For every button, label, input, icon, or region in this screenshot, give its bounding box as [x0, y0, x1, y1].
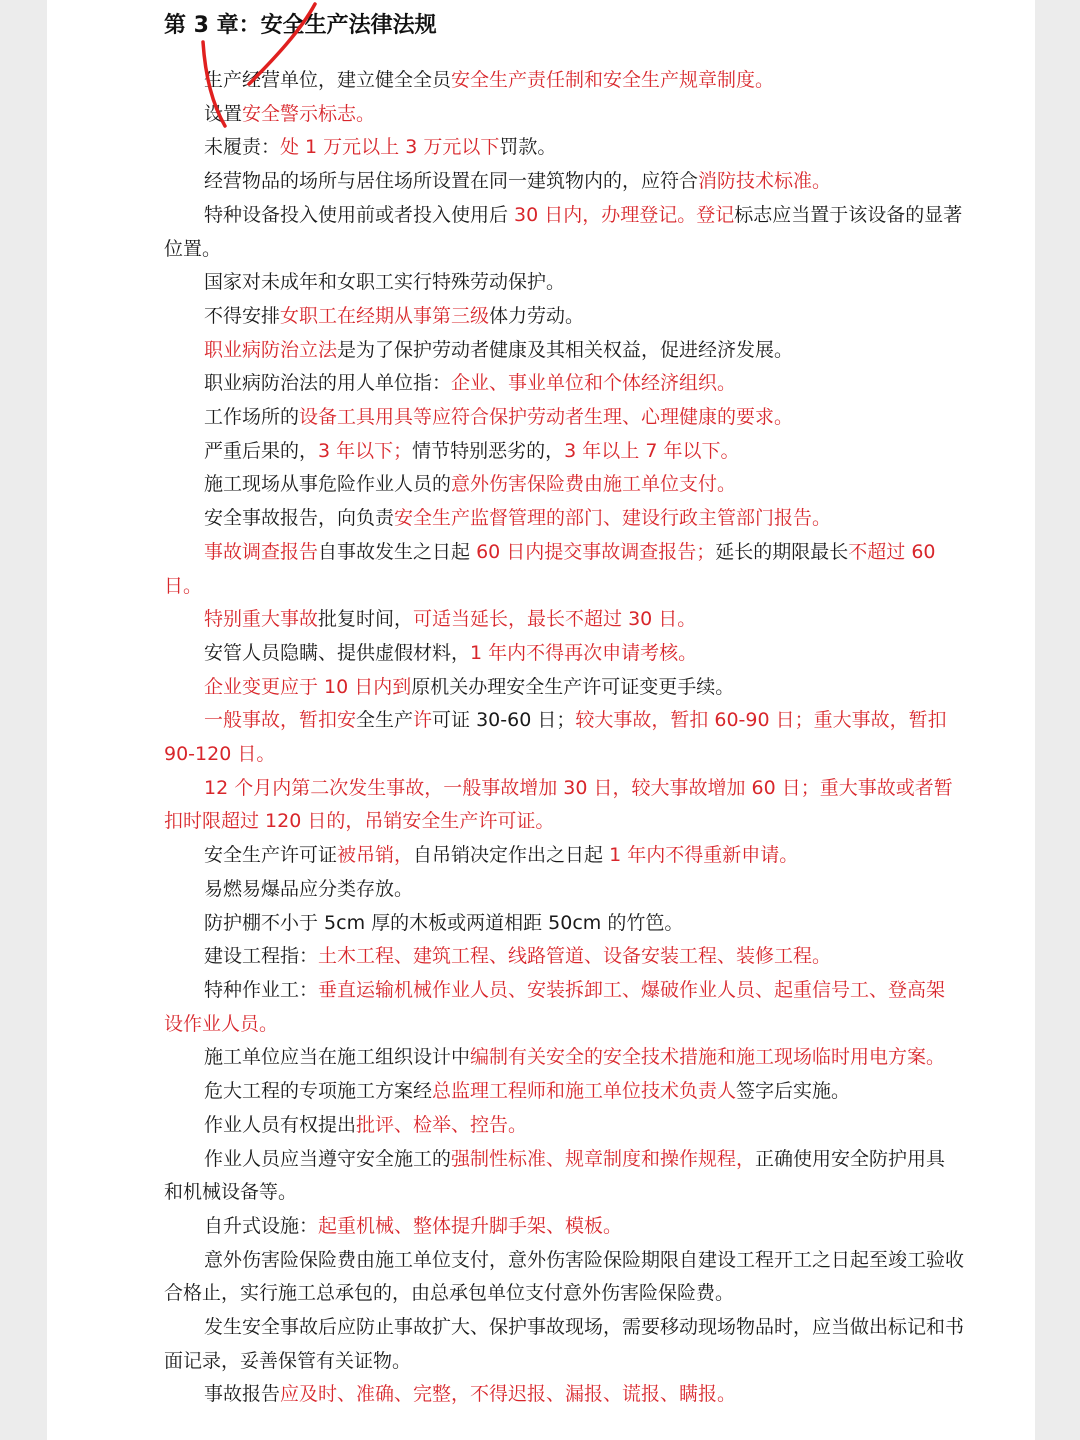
highlighted-text: 强制性标准、规章制度和操作规程， [451, 1147, 756, 1170]
paragraph [164, 873, 964, 907]
text-segment: 安全事故报告，向负责 [204, 507, 395, 530]
highlighted-text: 垂直运输机械作业人员、安装拆卸工、爆破作业人员、起重信号工、登高架设作业人员。 [164, 978, 946, 1035]
paragraph [164, 502, 964, 536]
highlighted-text: 企业变更应于 10 日内到 [204, 675, 412, 698]
paragraph [164, 401, 964, 435]
paragraph [164, 839, 964, 873]
highlighted-text: 安全生产监督管理的部门、建设行政主管部门报告。 [394, 507, 832, 530]
highlighted-text: 意外伤害保险费由施工单位支付。 [451, 473, 737, 496]
text-segment: 工作场所的 [204, 406, 300, 429]
paragraph [164, 435, 964, 469]
paragraph [164, 1075, 964, 1109]
highlighted-text: 较大事故，暂扣 60-90 日；重大事故，暂扣 90-120 日。 [164, 709, 947, 766]
highlighted-text: 60 日内提交事故调查报告； [476, 540, 716, 563]
paragraph [164, 64, 964, 98]
highlighted-text: 3 年以下； [318, 439, 413, 462]
paragraph [164, 907, 964, 941]
highlighted-text: 3 年以上 7 年以下。 [564, 439, 740, 462]
paragraph [164, 1041, 964, 1075]
highlighted-text: 女职工在经期从事第三级 [280, 304, 490, 327]
document-content [164, 8, 964, 1412]
highlighted-text: 可适当延长，最长不超过 30 日。 [413, 608, 697, 631]
text-segment: 未履责： [204, 136, 281, 159]
paragraph [164, 603, 964, 637]
highlighted-text: 土木工程、建筑工程、线路管道、设备安装工程、装修工程。 [318, 945, 832, 968]
highlighted-text: 1 年内不得再次申请考核。 [470, 641, 698, 664]
text-segment: 危大工程的专项施工方案经 [204, 1080, 433, 1103]
text-segment: 特种作业工： [204, 978, 319, 1001]
paragraph [164, 1109, 964, 1143]
text-segment: 可证 30-60 日； [432, 709, 576, 732]
highlighted-text: 安全警示标志。 [242, 102, 376, 125]
highlighted-text: 30 日内，办理登记。登记 [514, 203, 735, 226]
text-segment: 安管人员隐瞒、提供虚假材料， [204, 641, 471, 664]
text-segment: 标志应当置于该设备的显著位置。 [164, 203, 963, 260]
document-page [47, 0, 1035, 1440]
highlighted-text: 12 个月内第二次发生事故，一般事故增加 30 日，较大事故增加 60 日；重大事故或者暂扣时限超过 120 日的，吊销安全生产许可证。 [164, 776, 953, 833]
text-segment: 自升式设施： [204, 1214, 319, 1237]
highlighted-text: 安全生产责任制和安全生产规章制度。 [451, 69, 775, 91]
highlighted-text: 应及时、准确、完整，不得迟报、漏报、谎报、瞒报。 [280, 1383, 737, 1406]
paragraph [164, 1244, 964, 1311]
text-segment: 事故报告 [204, 1383, 281, 1406]
paragraph-list [164, 64, 964, 1412]
paragraph [164, 1210, 964, 1244]
text-segment: 意外伤害险保险费由施工单位支付，意外伤害险保险期限自建设工程开工之日起至竣工验收合格止，实行施工总承包的，由总承包单位支付意外伤害险保险费。 [164, 1248, 965, 1305]
text-segment: 施工现场从事危险作业人员的 [204, 473, 452, 496]
text-segment: 作业人员应当遵守安全施工的 [204, 1147, 452, 1170]
highlighted-text: 许 [413, 709, 433, 732]
text-segment: 罚款。 [499, 136, 557, 159]
paragraph [164, 367, 964, 401]
paragraph [164, 199, 964, 266]
highlighted-text: 处 1 万元以上 3 万元以下 [280, 136, 500, 159]
highlighted-text: 消防技术标准。 [698, 170, 832, 193]
highlighted-text: 总监理工程师和施工单位技术负责人 [432, 1080, 737, 1103]
paragraph [164, 334, 964, 368]
text-segment: 易燃易爆品应分类存放。 [204, 877, 414, 900]
paragraph [164, 165, 964, 199]
text-segment: 经营物品的场所与居住场所设置在同一建筑物内的，应符合 [204, 170, 699, 193]
paragraph [164, 131, 964, 165]
text-segment: 是为了保护劳动者健康及其相关权益，促进经济发展。 [337, 338, 794, 361]
highlighted-text: 批评、检举、控告。 [356, 1113, 528, 1136]
highlighted-text: 编制有关安全的安全技术措施和施工现场临时用电方案。 [470, 1046, 946, 1069]
text-segment: 全生产 [356, 709, 414, 732]
highlighted-text: 起重机械、整体提升脚手架、模板。 [318, 1214, 623, 1237]
highlighted-text: 职业病防治立法 [204, 338, 338, 361]
text-segment: 体力劳动。 [489, 304, 585, 327]
paragraph [164, 1378, 964, 1412]
text-segment: 严重后果的， [204, 439, 319, 462]
text-segment: 特种设备投入使用前或者投入使用后 [204, 203, 515, 226]
paragraph [164, 940, 964, 974]
text-segment: 施工单位应当在施工组织设计中 [204, 1046, 471, 1069]
paragraph [164, 772, 964, 839]
highlighted-text: 设备工具用具等应符合保护劳动者生理、心理健康的要求。 [299, 406, 794, 429]
text-segment: 自事故发生之日起 [318, 540, 477, 563]
text-segment: 情节特别恶劣的， [412, 439, 565, 462]
text-segment: 正确使用安全防护用具和机械设备等。 [164, 1147, 946, 1204]
highlighted-text: 企业、事业单位和个体经济组织。 [451, 372, 737, 395]
highlighted-text: 一般事故，暂扣安 [204, 709, 357, 732]
paragraph [164, 671, 964, 705]
highlighted-text: 特别重大事故 [204, 608, 319, 631]
paragraph [164, 536, 964, 603]
text-segment: 安全生产许可证 [204, 844, 338, 867]
text-segment: 生产经营单位，建立健全全员 [204, 69, 452, 91]
text-segment: 防护棚不小于 5cm 厚的木板或两道相距 50cm 的竹笆。 [204, 911, 684, 934]
text-segment: 发生安全事故后应防止事故扩大、保护事故现场，需要移动现场物品时，应当做出标记和书面记录，妥善保管有关证物。 [164, 1316, 965, 1372]
text-segment: 建设工程指： [204, 945, 319, 968]
text-segment: 延长的期限最长 [715, 540, 849, 563]
highlighted-text: 被吊销， [337, 844, 414, 867]
paragraph [164, 300, 964, 334]
text-segment: 原机关办理安全生产许可证变更手续。 [411, 675, 735, 698]
text-segment: 设置 [204, 102, 243, 125]
highlighted-text: 事故调查报告 [204, 540, 319, 563]
highlighted-text: 1 年内不得重新申请。 [609, 844, 799, 867]
paragraph [164, 266, 964, 300]
paragraph [164, 468, 964, 502]
paragraph [164, 637, 964, 671]
chapter-title: 第 3 章：安全生产法律法规 [164, 13, 437, 38]
text-segment: 签字后实施。 [736, 1080, 851, 1103]
text-segment: 职业病防治法的用人单位指： [204, 372, 452, 395]
text-segment: 国家对未成年和女职工实行特殊劳动保护。 [204, 271, 566, 294]
paragraph [164, 1311, 964, 1378]
highlighted-text: 不超过 60 日。 [164, 540, 936, 597]
paragraph [164, 98, 964, 132]
paragraph [164, 704, 964, 771]
text-segment: 不得安排 [204, 304, 281, 327]
text-segment: 自吊销决定作出之日起 [413, 844, 610, 867]
paragraph [164, 974, 964, 1041]
paragraph [164, 1143, 964, 1210]
text-segment: 作业人员有权提出 [204, 1113, 357, 1136]
text-segment: 批复时间， [318, 608, 414, 631]
